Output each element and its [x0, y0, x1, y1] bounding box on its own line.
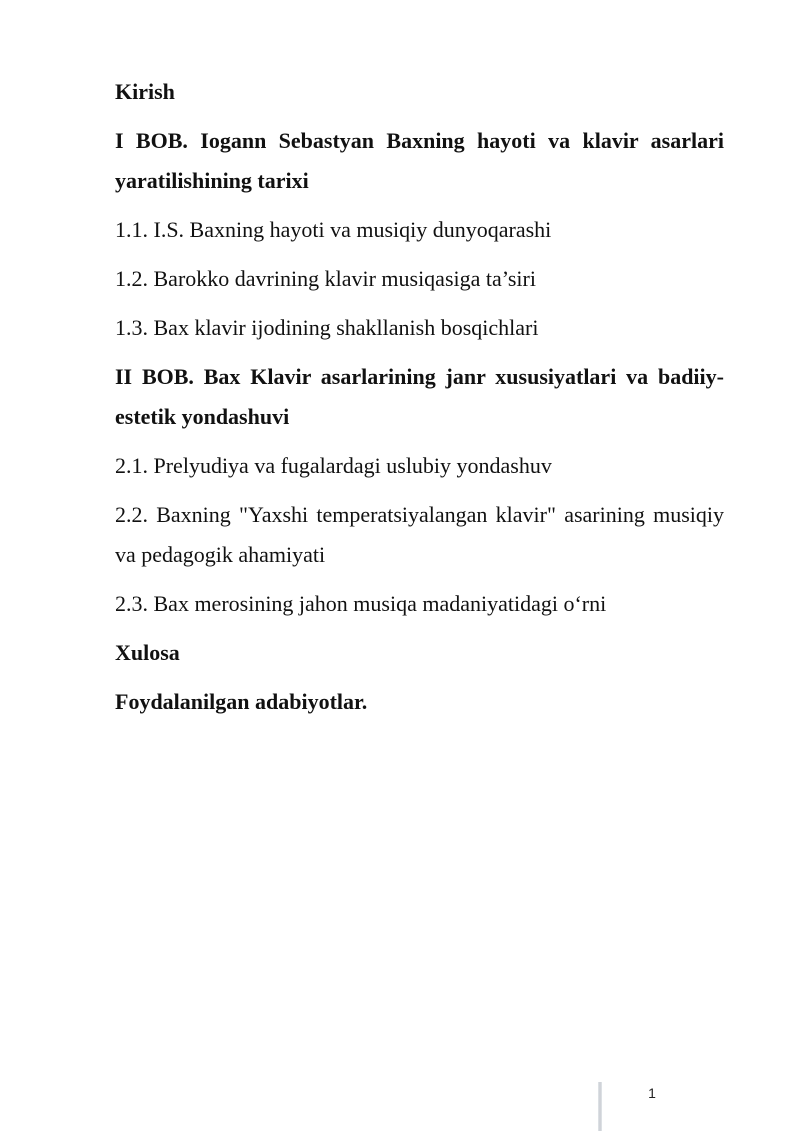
toc-entry-section-2-3: 2.3. Bax merosining jahon musiqa madaniyatidagi o‘rni	[115, 591, 607, 616]
page-number: 1	[648, 1085, 656, 1101]
toc-entry-section-1-3: 1.3. Bax klavir ijodining shakllanish bosqichlari	[115, 315, 539, 340]
toc-entry-introduction: Kirish	[115, 79, 175, 104]
toc-entry-references: Foydalanilgan adabiyotlar.	[115, 689, 368, 714]
toc-entry-section-2-2: 2.2. Baxning "Yaxshi temperatsiyalangan klavir" asarining musiqiy va pedagogik ahamiyati	[115, 502, 724, 567]
footer-divider	[598, 1082, 602, 1131]
toc-entry-chapter-1: I BOB. Iogann Sebastyan Baxning hayoti va klavir asarlari yaratilishining tarixi	[115, 128, 724, 193]
toc-entry-section-2-1: 2.1. Prelyudiya va fugalardagi uslubiy yondashuv	[115, 453, 552, 478]
toc-entry-conclusion: Xulosa	[115, 640, 180, 665]
toc-entry-chapter-2: II BOB. Bax Klavir asarlarining janr xususiyatlari va badiiy-estetik yondashuvi	[115, 364, 724, 429]
table-of-contents	[115, 72, 724, 731]
toc-entry-section-1-2: 1.2. Barokko davrining klavir musiqasiga ta’siri	[115, 266, 536, 291]
toc-entry-section-1-1: 1.1. I.S. Baxning hayoti va musiqiy dunyoqarashi	[115, 217, 552, 242]
